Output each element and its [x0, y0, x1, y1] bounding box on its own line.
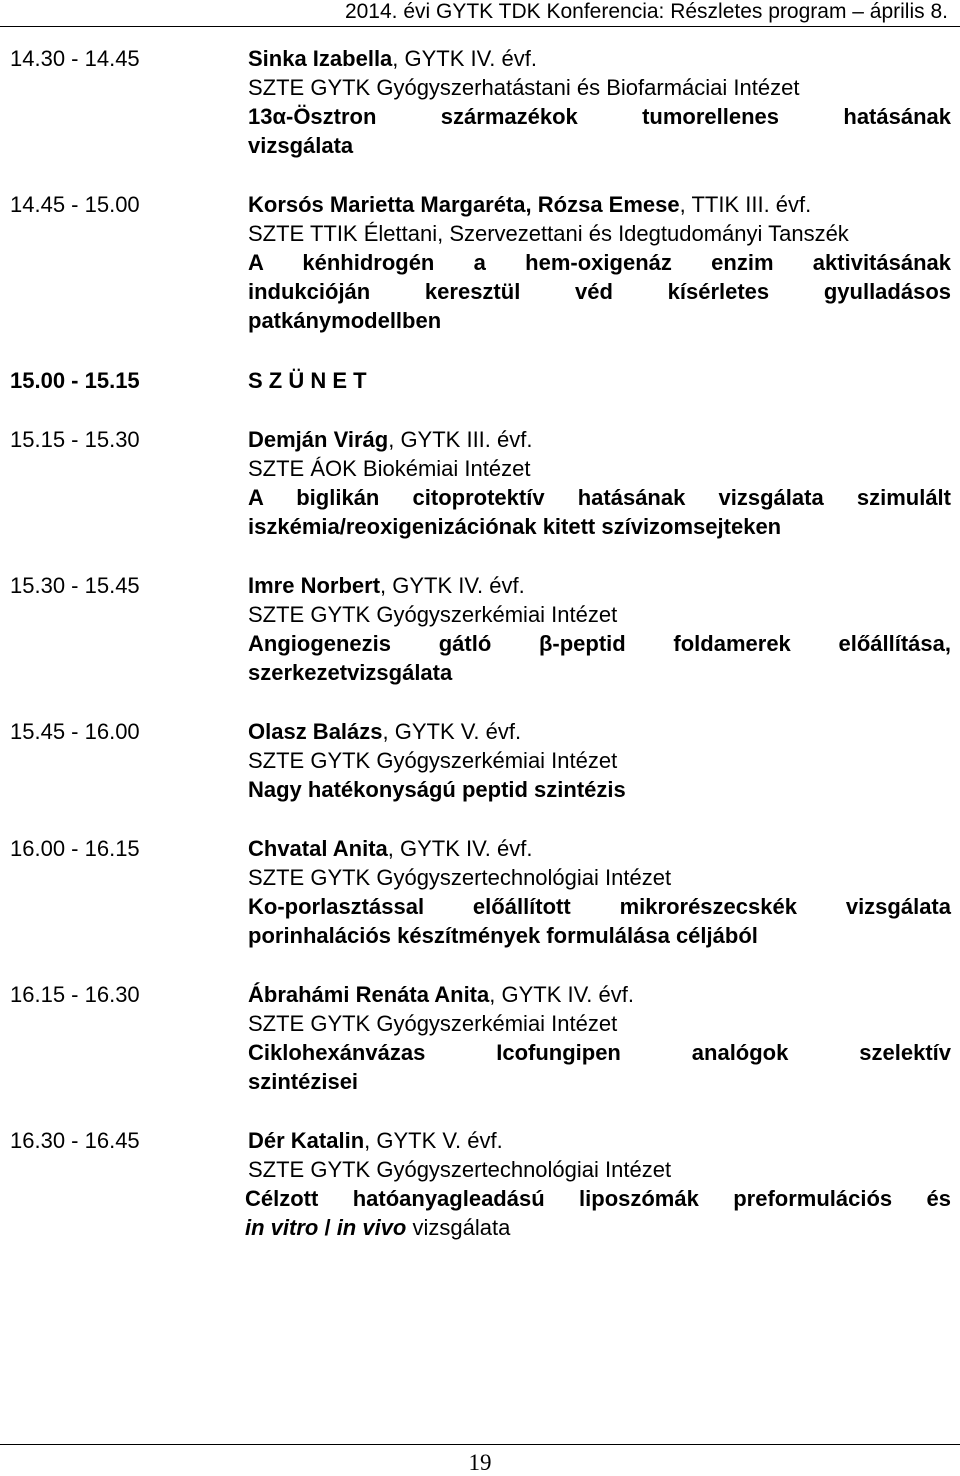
entry-author: Imre Norbert [248, 573, 381, 598]
header-title: 2014. évi GYTK TDK Konferencia: Részletes program – április 8. [344, 0, 948, 23]
entry-title-line: vizsgálata [248, 133, 354, 158]
entry-body [248, 717, 951, 804]
entry-title-line: A biglikán citoprotektív hatásának vizsgálata szimulált [248, 485, 951, 510]
entry-title-line: A kénhidrogén a hem-oxigenáz enzim aktivitásának [248, 250, 951, 275]
entry-year: , GYTK IV. évf. [392, 46, 537, 71]
entry-author-line [248, 190, 951, 219]
footer-rule [0, 1444, 960, 1445]
entry-title-line: szintézisei [248, 1069, 359, 1094]
entry-title-line [245, 1213, 951, 1242]
entry-time: 15.45 - 16.00 [10, 719, 140, 744]
entry-time: 15.15 - 15.30 [10, 427, 140, 452]
entry-title-line: szerkezetvizsgálata [248, 660, 453, 685]
entry-body [248, 44, 951, 160]
entry-year: , GYTK V. évf. [382, 719, 522, 744]
break-time: 15.00 - 15.15 [10, 368, 140, 393]
entry-author: Olasz Balázs [248, 719, 383, 744]
entry-body [248, 190, 951, 335]
entry-title-sep: / [318, 1215, 337, 1240]
entry-title-line: 13α-Ösztron származékok tumorellenes hatásának [248, 104, 951, 129]
entry-institute: SZTE TTIK Élettani, Szervezettani és Idegtudományi Tanszék [248, 221, 849, 246]
entry-author-line [248, 717, 951, 746]
entry-title-line: Ko-porlasztással előállított mikrorészecskék vizsgálata [248, 894, 951, 919]
entry-title-line: Angiogenezis gátló β-peptid foldamerek előállítása, [248, 631, 951, 656]
entry-time: 14.45 - 15.00 [10, 192, 140, 217]
entry-institute: SZTE GYTK Gyógyszerkémiai Intézet [248, 748, 618, 773]
page-header [0, 0, 960, 24]
entry-institute: SZTE GYTK Gyógyszerkémiai Intézet [248, 602, 618, 627]
entry-year: , GYTK III. évf. [388, 427, 533, 452]
entry-institute: SZTE GYTK Gyógyszertechnológiai Intézet [248, 865, 672, 890]
entry-time: 16.30 - 16.45 [10, 1128, 140, 1153]
entry-title-line: Ciklohexánvázas Icofungipen analógok szelektív [248, 1040, 951, 1065]
entry-author-line [248, 571, 951, 600]
entry-time: 15.30 - 15.45 [10, 573, 140, 598]
entry-author-line [248, 834, 951, 863]
entry-author: Dér Katalin [248, 1128, 365, 1153]
entry-title-line: iszkémia/reoxigenizációnak kitett szívizomsejteken [248, 514, 782, 539]
entry-institute: SZTE ÁOK Biokémiai Intézet [248, 456, 531, 481]
entry-body [248, 980, 951, 1096]
entry-time: 14.30 - 14.45 [10, 46, 140, 71]
entry-body [248, 571, 951, 687]
header-rule [0, 26, 960, 27]
entry-title-italic: in vivo [336, 1215, 407, 1240]
entry-title-line: porinhalációs készítmények formulálása céljából [248, 923, 758, 948]
entry-author: Chvatal Anita [248, 836, 388, 861]
entry-body [245, 1126, 951, 1242]
entry-title-line: Nagy hatékonyságú peptid szintézis [248, 777, 626, 802]
entry-body [248, 834, 951, 950]
entry-author: Demján Virág [248, 427, 389, 452]
page-number: 19 [468, 1450, 492, 1475]
entry-year: , GYTK IV. évf. [387, 836, 533, 861]
entry-time: 16.00 - 16.15 [10, 836, 140, 861]
entry-title-line: patkánymodellben [248, 308, 442, 333]
entry-time: 16.15 - 16.30 [10, 982, 140, 1007]
entry-author: Sinka Izabella [248, 46, 393, 71]
entry-author-line [245, 1126, 951, 1155]
entry-title-italic: in vitro [245, 1215, 319, 1240]
entry-author: Korsós Marietta Margaréta, Rózsa Emese [248, 192, 680, 217]
entry-title-tail: vizsgálata [406, 1215, 511, 1240]
entry-author-line [248, 44, 951, 73]
entry-institute: SZTE GYTK Gyógyszerhatástani és Biofarmáciai Intézet [248, 75, 800, 100]
entry-institute: SZTE GYTK Gyógyszerkémiai Intézet [248, 1011, 618, 1036]
entry-year: , GYTK IV. évf. [380, 573, 525, 598]
entry-year: , TTIK III. évf. [679, 192, 812, 217]
entry-title-line: Célzott hatóanyagleadású liposzómák preformulációs és [245, 1186, 951, 1211]
break-label: S Z Ü N E T [248, 368, 367, 393]
entry-year: , GYTK V. évf. [364, 1128, 503, 1153]
entry-author-line [248, 425, 951, 454]
entry-institute: SZTE GYTK Gyógyszertechnológiai Intézet [248, 1157, 672, 1182]
entry-title-line: indukcióján keresztül véd kísérletes gyulladásos [248, 279, 951, 304]
entry-body [248, 425, 951, 541]
entry-author: Ábrahámi Renáta Anita [248, 982, 490, 1007]
entry-author-line [248, 980, 951, 1009]
entry-year: , GYTK IV. évf. [489, 982, 634, 1007]
